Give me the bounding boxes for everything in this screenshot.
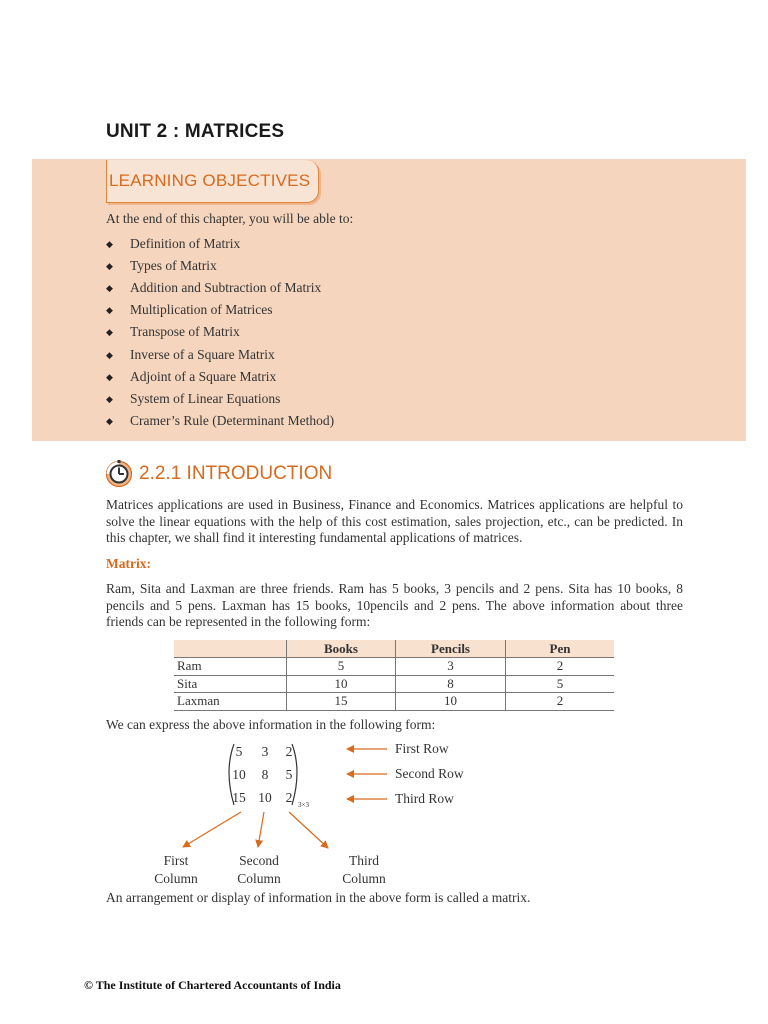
third-column-label: Third (349, 853, 379, 868)
table-header-cell: Pen (506, 640, 615, 658)
learning-objectives-list (106, 233, 334, 432)
table-header-cell (174, 640, 287, 658)
matrix-entry: 10 (258, 790, 272, 805)
list-item (106, 388, 334, 410)
bullet-icon: ◆ (106, 283, 113, 294)
learning-objectives-panel (32, 159, 746, 441)
first-column-label: Column (154, 871, 198, 886)
table-cell: 8 (396, 675, 506, 693)
matrix-entry: 10 (232, 767, 246, 782)
page-title: UNIT 2 : MATRICES (106, 121, 285, 142)
introduction-title: 2.2.1 INTRODUCTION (139, 463, 333, 484)
table-row (174, 693, 614, 711)
matrix-order: 3×3 (298, 801, 309, 809)
list-item-text: System of Linear Equations (130, 390, 281, 406)
list-item (106, 410, 334, 432)
list-item-text: Cramer’s Rule (Determinant Method) (130, 412, 335, 428)
list-item-text: Addition and Subtraction of Matrix (130, 280, 322, 296)
table-cell: 5 (506, 675, 615, 693)
bullet-icon: ◆ (106, 415, 113, 426)
table-row (174, 658, 614, 676)
matrix-definition: An arrangement or display of information in the above form is called a matrix. (106, 890, 531, 905)
matrix-entry: 5 (285, 767, 293, 782)
table-header-cell: Pencils (396, 640, 506, 658)
table-cell: 15 (287, 693, 396, 711)
first-row-label: First Row (395, 741, 449, 756)
matrix-diagram (140, 735, 500, 895)
friends-table (174, 640, 614, 711)
learning-objectives-badge (106, 160, 319, 203)
second-row-label: Second Row (395, 766, 464, 781)
table-row (174, 675, 614, 693)
second-column-label: Column (237, 871, 281, 886)
express-text: We can express the above information in the following form: (106, 717, 436, 732)
matrix-subheading: Matrix: (106, 556, 151, 571)
second-column-arrow (258, 812, 264, 847)
list-item-text: Definition of Matrix (130, 236, 241, 252)
bullet-icon: ◆ (106, 393, 113, 404)
list-item (106, 255, 334, 277)
third-column-label: Column (342, 871, 386, 886)
second-column-label: Second (239, 853, 279, 868)
matrix-paragraph: Ram, Sita and Laxman are three friends. Ram has 5 books, 3 pencils and 2 pens. Sita has 10 books, 8 pencils and 5 pens. Laxman has 15 books, 10pencils and 2 pens. The above information about three friends can be represented in the following form: (106, 581, 683, 629)
third-column-arrow (289, 812, 328, 848)
list-item (106, 343, 334, 365)
table-cell: 5 (287, 658, 396, 676)
bullet-icon: ◆ (106, 371, 113, 382)
third-row-label: Third Row (395, 791, 454, 806)
matrix-entry: 2 (285, 790, 293, 805)
first-column-label: First (163, 853, 189, 868)
bullet-icon: ◆ (106, 327, 113, 338)
list-item (106, 299, 334, 321)
clock-icon (104, 459, 134, 489)
table-cell: Ram (174, 658, 287, 676)
learning-objectives-title: LEARNING OBJECTIVES (109, 171, 311, 190)
list-item-text: Inverse of a Square Matrix (130, 346, 275, 362)
bullet-icon: ◆ (106, 305, 113, 316)
table-cell: 3 (396, 658, 506, 676)
table-cell: 10 (396, 693, 506, 711)
table-cell: Sita (174, 675, 287, 693)
table-header-row (174, 640, 614, 658)
learning-objectives-intro: At the end of this chapter, you will be able to: (106, 211, 354, 226)
matrix-entry: 15 (232, 790, 246, 805)
list-item-text: Adjoint of a Square Matrix (130, 368, 277, 384)
list-item (106, 321, 334, 343)
list-item-text: Transpose of Matrix (130, 324, 240, 340)
introduction-heading (104, 459, 332, 489)
list-item (106, 277, 334, 299)
bullet-icon: ◆ (106, 239, 113, 250)
table-header-cell: Books (287, 640, 396, 658)
right-bracket (292, 744, 297, 805)
introduction-paragraph: Matrices applications are used in Business, Finance and Economics. Matrices applications are helpful to solve the linear equations with the help of this cost estimation, sales projection, etc., can be predicted. In this chapter, we shall find it interesting fundamental applications of matrices. (106, 497, 683, 545)
list-item-text: Multiplication of Matrices (130, 302, 273, 318)
bullet-icon: ◆ (106, 349, 113, 360)
matrix-entry: 3 (261, 744, 269, 759)
footer-copyright: © The Institute of Chartered Accountants of India (84, 978, 341, 992)
matrix-entry: 2 (285, 744, 293, 759)
bullet-icon: ◆ (106, 261, 113, 272)
list-item (106, 366, 334, 388)
table-cell: Laxman (174, 693, 287, 711)
table-cell: 2 (506, 658, 615, 676)
matrix-entry: 5 (235, 744, 243, 759)
matrix-entry: 8 (261, 767, 269, 782)
first-column-arrow (183, 812, 241, 847)
list-item (106, 233, 334, 255)
table-cell: 10 (287, 675, 396, 693)
table-cell: 2 (506, 693, 615, 711)
list-item-text: Types of Matrix (130, 258, 217, 274)
